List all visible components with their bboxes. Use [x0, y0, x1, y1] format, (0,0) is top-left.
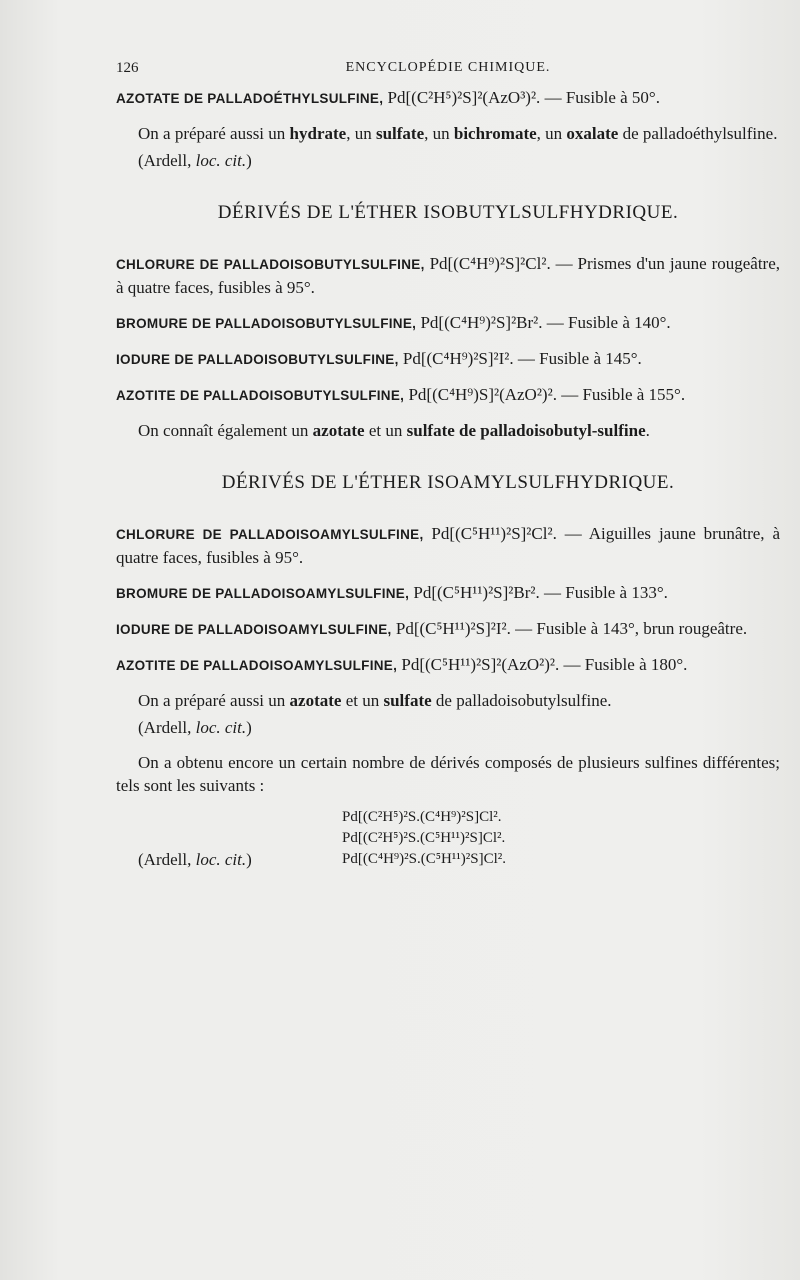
entry-azotate-palladoethylsulfine: [116, 86, 780, 110]
keyword: bichromate: [453, 124, 537, 143]
keyword: azotate: [289, 691, 342, 710]
entry-bromure-isoamyl: [116, 581, 780, 605]
text-run: et un: [341, 691, 384, 710]
compound-description: — Fusible à 133°.: [539, 583, 668, 602]
paragraph-mixed-sulfines: On a obtenu encore un certain nombre de dérivés composés de plusieurs sulfines différentes; tels sont les suivants :: [116, 753, 780, 795]
text-run: On a préparé aussi un: [138, 691, 290, 710]
formula-line: Pd[(C⁴H⁹)²S.(C⁵H¹¹)²S]Cl².: [342, 851, 507, 867]
compound-name: AZOTITE DE PALLADOISOBUTYLSULFINE,: [116, 388, 405, 403]
text-run: de palladoisobutylsulfine.: [431, 691, 612, 710]
compound-formula: Pd[(C⁴H⁹)²S]²Cl².: [429, 254, 551, 273]
text-run: On a préparé aussi un: [138, 124, 290, 143]
citation: [116, 149, 780, 172]
entry-chlorure-isobutyl: [116, 252, 780, 299]
compound-name: IODURE DE PALLADOISOAMYLSULFINE,: [116, 622, 392, 637]
compound-formula: Pd[(C⁵H¹¹)²S]²(AzO²)².: [401, 655, 560, 674]
compound-description: — Fusible à 50°.: [540, 88, 660, 107]
compound-formula: Pd[(C⁵H¹¹)²S]²I².: [395, 619, 511, 638]
text-run: , un: [424, 124, 454, 143]
compound-name: AZOTITE DE PALLADOISOAMYLSULFINE,: [116, 658, 398, 673]
compound-description: — Fusible à 143°, brun rougeâtre.: [510, 619, 748, 638]
compound-name: BROMURE DE PALLADOISOBUTYLSULFINE,: [116, 316, 417, 331]
page-content: [116, 56, 780, 870]
text-run: de palladoéthylsulfine.: [618, 124, 778, 143]
compound-formula: Pd[(C⁴H⁹)²S]²I².: [402, 349, 514, 368]
keyword: sulfate: [383, 691, 432, 710]
citation-end: ): [246, 850, 252, 869]
citation-ref: loc. cit.: [195, 151, 247, 170]
compound-description: — Fusible à 140°.: [542, 313, 671, 332]
compound-description: — Fusible à 155°.: [556, 385, 686, 404]
page-header: [116, 56, 780, 86]
compound-formula: Pd[(C²H⁵)²S]²(AzO³)².: [387, 88, 541, 107]
text-run: et un: [364, 421, 407, 440]
entry-chlorure-isoamyl: [116, 522, 780, 569]
keyword: sulfate: [375, 124, 425, 143]
compound-name: IODURE DE PALLADOISOBUTYLSULFINE,: [116, 352, 399, 367]
compound-formula: Pd[(C⁵H¹¹)²S]²Br².: [413, 583, 540, 602]
keyword: oxalate: [566, 124, 619, 143]
keyword: sulfate de palladoisobutyl-sulfine: [406, 421, 646, 440]
citation-end: ): [246, 718, 252, 737]
section-title-isobutyl: DÉRIVÉS DE L'ÉTHER ISOBUTYLSULFHYDRIQUE.: [217, 202, 679, 223]
paragraph-isobutyl-note: [116, 419, 780, 442]
compound-description: — Fusible à 145°.: [513, 349, 642, 368]
formula-list: [116, 807, 780, 870]
formula-line: Pd[(C²H⁵)²S.(C⁵H¹¹)²S]Cl².: [342, 830, 506, 846]
compound-name: BROMURE DE PALLADOISOAMYLSULFINE,: [116, 586, 410, 601]
citation: [116, 716, 780, 739]
compound-description: — Aiguilles jaune brunâtre, à quatre faces, fusibles à 95°.: [116, 524, 780, 567]
compound-name: CHLORURE DE PALLADOISOAMYLSULFINE,: [116, 527, 424, 542]
spacer: [116, 739, 780, 751]
text-run: .: [645, 421, 650, 440]
text-run: On connaît également un: [138, 421, 313, 440]
citation-author: (Ardell,: [138, 151, 196, 170]
citation: [138, 849, 252, 870]
citation-author: (Ardell,: [138, 718, 196, 737]
citation-ref: loc. cit.: [195, 718, 247, 737]
compound-description: — Prismes d'un jaune rougeâtre, à quatre faces, fusibles à 95°.: [116, 254, 781, 297]
entry-azotite-isoamyl: [116, 653, 780, 677]
text-run: , un: [536, 124, 567, 143]
entry-azotite-isobutyl: [116, 383, 780, 407]
keyword: hydrate: [289, 124, 347, 143]
entry-iodure-isobutyl: [116, 347, 780, 371]
compound-description: — Fusible à 180°.: [559, 655, 688, 674]
entry-bromure-isobutyl: [116, 311, 780, 335]
citation-author: (Ardell,: [138, 850, 196, 869]
compound-name: AZOTATE DE PALLADOÉTHYLSULFINE,: [116, 91, 384, 106]
page-number: 126: [116, 60, 139, 76]
running-title: ENCYCLOPÉDIE CHIMIQUE.: [345, 60, 551, 75]
compound-formula: Pd[(C⁴H⁹)S]²(AzO²)².: [408, 385, 557, 404]
section-title-isoamyl: DÉRIVÉS DE L'ÉTHER ISOAMYLSULFHYDRIQUE.: [221, 472, 675, 493]
formula-line: Pd[(C²H⁵)²S.(C⁴H⁹)²S]Cl².: [342, 809, 502, 825]
paragraph-other-preparations: [116, 122, 780, 145]
compound-name: CHLORURE DE PALLADOISOBUTYLSULFINE,: [116, 257, 425, 272]
citation-end: ): [246, 151, 252, 170]
keyword: azotate: [312, 421, 365, 440]
entry-iodure-isoamyl: [116, 617, 780, 641]
paragraph-isoamyl-note: [116, 689, 780, 712]
citation-ref: loc. cit.: [195, 850, 247, 869]
compound-formula: Pd[(C⁴H⁹)²S]²Br².: [420, 313, 543, 332]
compound-formula: Pd[(C⁵H¹¹)²S]²Cl².: [431, 524, 557, 543]
text-run: , un: [346, 124, 376, 143]
